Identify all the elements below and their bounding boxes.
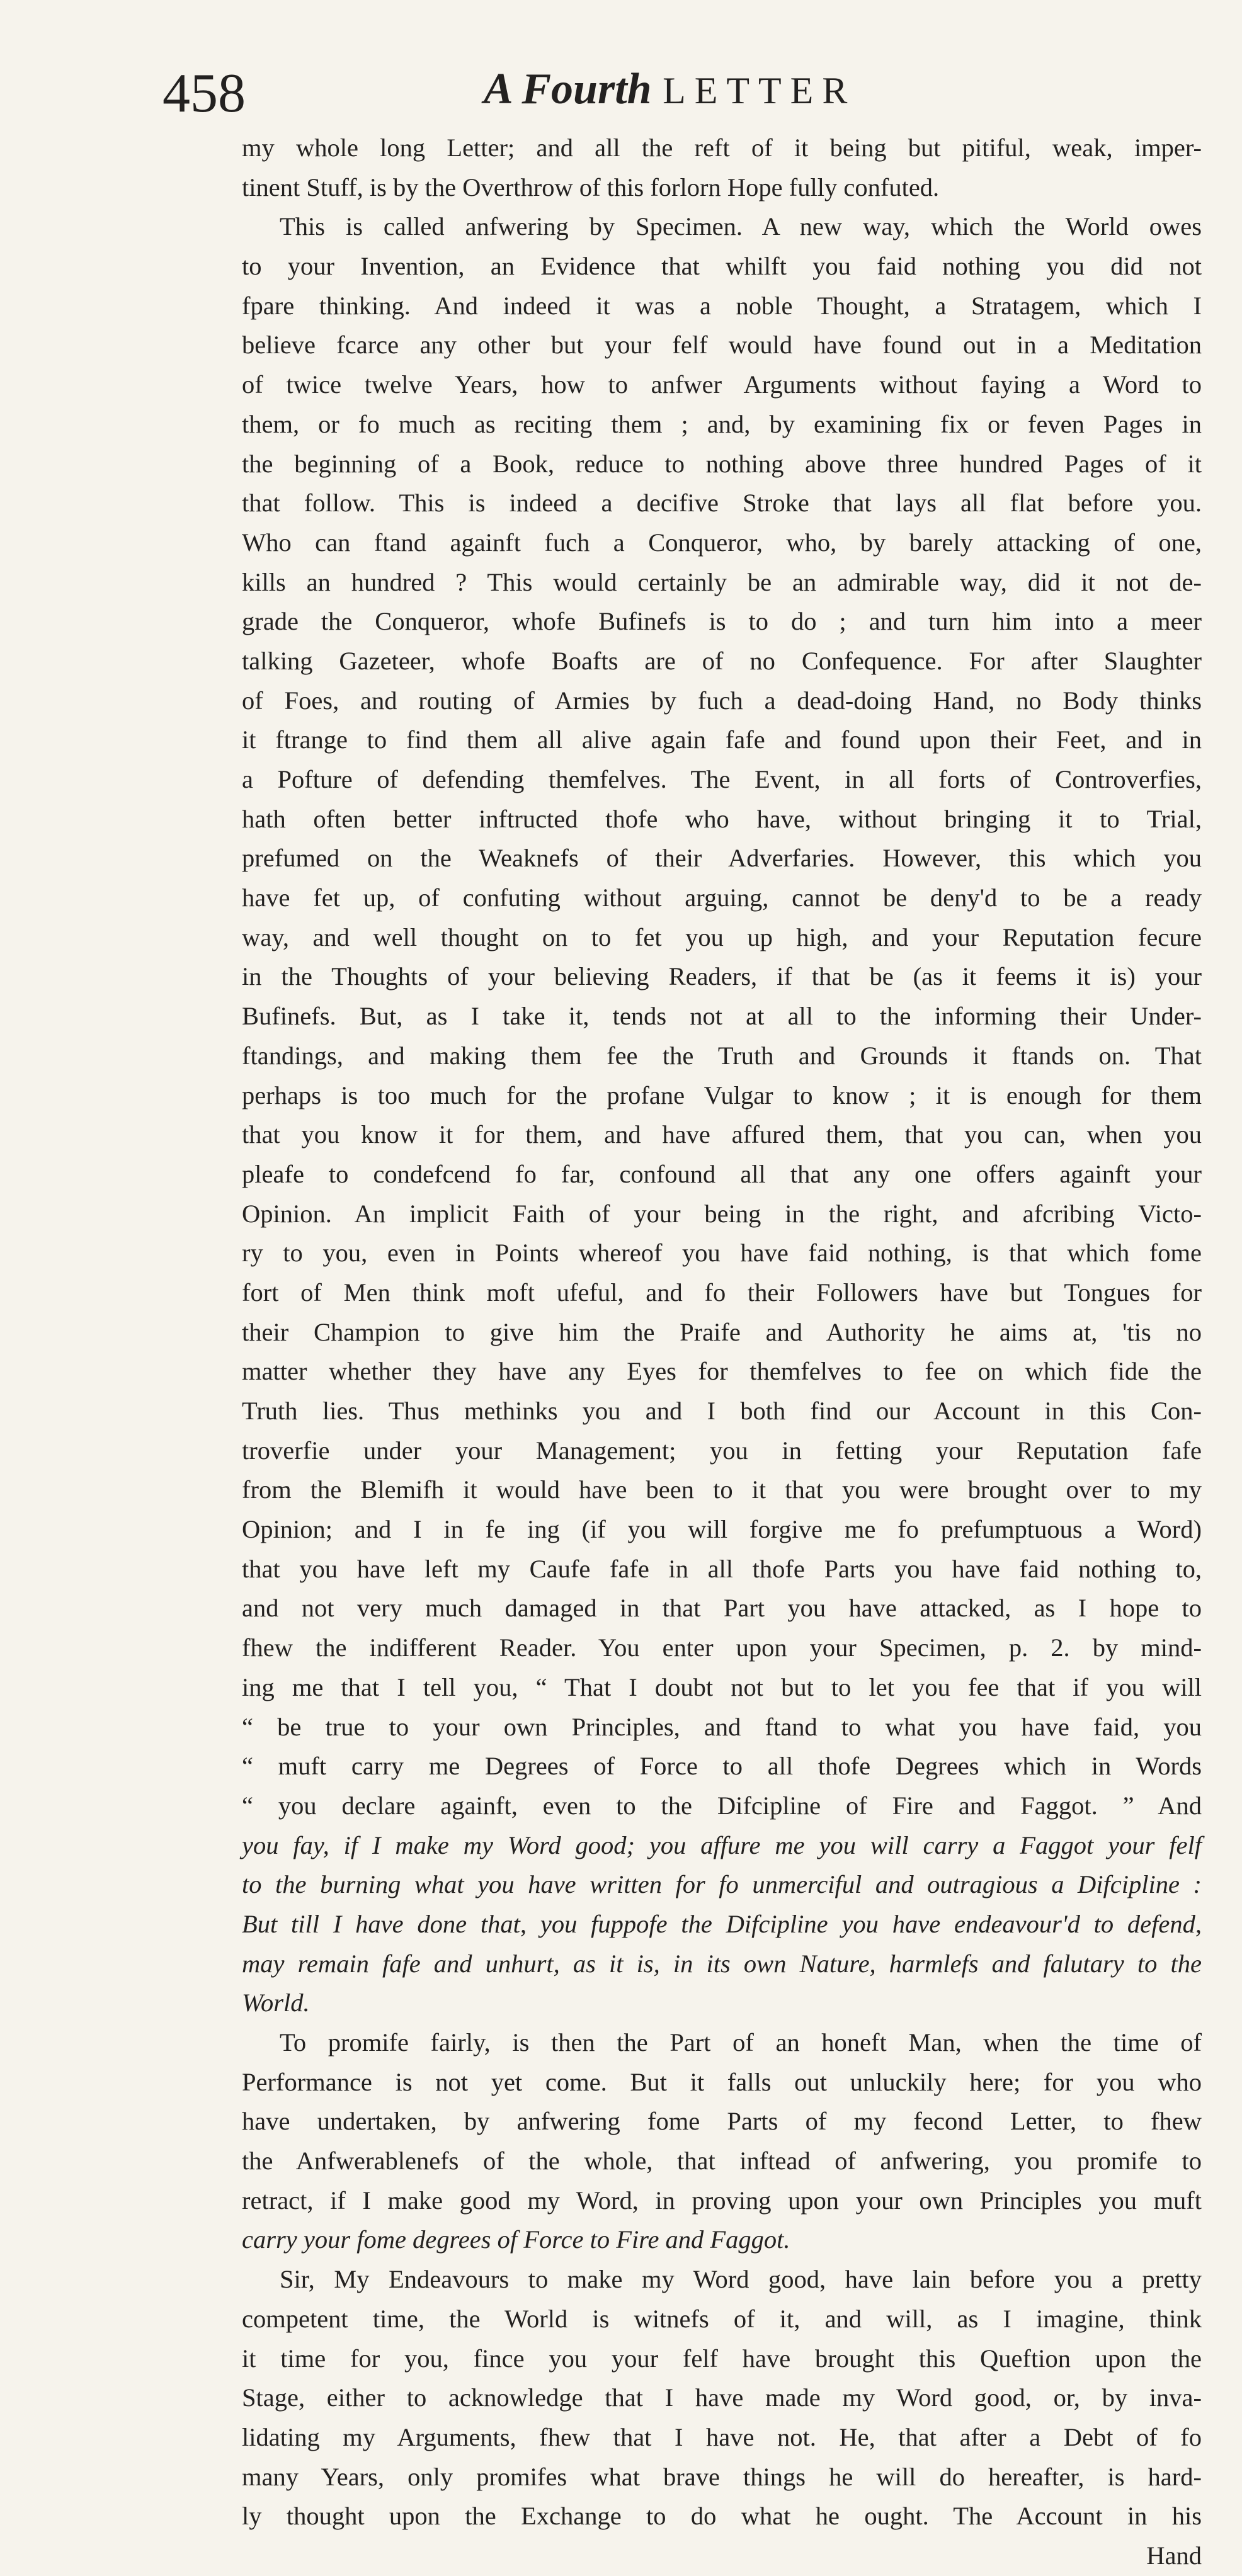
text-line: World. <box>242 1989 310 2017</box>
text-line: This is called anfwering by Specimen. A new way, which the World owes <box>280 212 1202 241</box>
text-line: ftandings, and making them fee the Truth and Grounds it ftands on. That <box>242 1041 1202 1070</box>
text-line: fhew the indifferent Reader. You enter upon your Specimen, p. 2. by mind- <box>242 1633 1202 1662</box>
text-line: their Champion to give him the Praife and Authority he aims at, 'tis no <box>242 1317 1202 1346</box>
text-line: that you know it for them, and have affured them, that you can, when you <box>242 1120 1202 1149</box>
text-line: Truth lies. Thus methinks you and I both find our Account in this Con- <box>242 1397 1202 1425</box>
text-line: it ftrange to find them all alive again fafe and found upon their Feet, and in <box>242 725 1202 754</box>
text-line: fort of Men think moft ufeful, and fo their Followers have but Tongues for <box>242 1278 1202 1307</box>
text-line: them, or fo much as reciting them ; and, by examining fix or feven Pages in <box>242 409 1202 438</box>
text-line: Performance is not yet come. But it falls out unluckily here; for you who <box>242 2067 1202 2096</box>
text-line: of twice twelve Years, how to anfwer Arguments without faying a Word to <box>242 370 1202 399</box>
text-line: ry to you, even in Points whereof you have faid nothing, is that which fome <box>242 1239 1202 1268</box>
text-line: troverfie under your Management; you in fetting your Reputation fafe <box>242 1436 1202 1465</box>
text-line: have undertaken, by anfwering fome Parts of my fecond Letter, to fhew <box>242 2107 1202 2136</box>
text-line: hath often better inftructed thofe who have, without bringing it to Trial, <box>242 804 1202 833</box>
text-line: Stage, either to acknowledge that I have made my Word good, or, by inva- <box>242 2383 1202 2412</box>
text-line: you fay, if I make my Word good; you affure me you will carry a Faggot your felf <box>242 1830 1202 1859</box>
text-line: many Years, only promifes what brave things he will do hereafter, is hard- <box>242 2462 1202 2491</box>
text-line: fpare thinking. And indeed it was a noble Thought, a Stratagem, which I <box>242 291 1202 320</box>
text-line: talking Gazeteer, whofe Boafts are of no Confequence. For after Slaughter <box>242 646 1202 675</box>
text-line: Sir, My Endeavours to make my Word good, have lain before you a pretty <box>280 2265 1202 2294</box>
text-line: believe fcarce any other but your felf would have found out in a Meditation <box>242 331 1202 360</box>
text-line: may remain fafe and unhurt, as it is, in its own Nature, harmlefs and falutary to the <box>242 1949 1202 1978</box>
text-line: ly thought upon the Exchange to do what he ought. The Account in his <box>242 2502 1202 2531</box>
text-line: To promife fairly, is then the Part of an honeft Man, when the time of <box>280 2028 1202 2057</box>
text-line: from the Blemifh it would have been to it that you were brought over to my <box>242 1475 1202 1504</box>
text-line: Who can ftand againft fuch a Conqueror, who, by barely attacking of one, <box>242 528 1202 557</box>
text-line: Opinion. An implicit Faith of your being in the right, and afcribing Victo- <box>242 1199 1202 1228</box>
text-line: to your Invention, an Evidence that whilft you faid nothing you did not <box>242 252 1202 281</box>
text-line: carry your fome degrees of Force to Fire and Faggot. <box>242 2225 790 2254</box>
text-line: way, and well thought on to fet you up high, and your Reputation fecure <box>242 922 1202 951</box>
text-line: that you have left my Caufe fafe in all thofe Parts you have faid nothing to, <box>242 1554 1202 1583</box>
page-number: 458 <box>162 63 246 124</box>
text-line: retract, if I make good my Word, in proving upon your own Principles you muft <box>242 2186 1202 2215</box>
text-line: But till I have done that, you fuppofe the Difcipline you have endeavour'd to defend, <box>242 1909 1202 1938</box>
text-line: Bufinefs. But, as I take it, tends not at all to the informing their Under- <box>242 1002 1202 1031</box>
text-line: a Pofture of defending themfelves. The Event, in all forts of Controverfies, <box>242 765 1202 793</box>
text-line: “ you declare againft, even to the Difcipline of Fire and Faggot. ” And <box>242 1791 1202 1820</box>
running-title-caps: LETTER <box>663 70 857 111</box>
text-line: competent time, the World is witnefs of it, and will, as I imagine, think <box>242 2304 1202 2333</box>
text-line: grade the Conqueror, whofe Bufinefs is to do ; and turn him into a meer <box>242 607 1202 636</box>
text-line: of Foes, and routing of Armies by fuch a dead-doing Hand, no Body thinks <box>242 686 1202 715</box>
running-head <box>162 60 1208 129</box>
body-text <box>242 128 1202 2576</box>
text-line: it time for you, fince you your felf have brought this Queftion upon the <box>242 2344 1202 2373</box>
text-line: have fet up, of confuting without arguing, cannot be deny'd to be a ready <box>242 883 1202 912</box>
text-line: the beginning of a Book, reduce to nothing above three hundred Pages of it <box>242 449 1202 478</box>
text-line: “ be true to your own Principles, and ftand to what you have faid, you <box>242 1712 1202 1741</box>
text-line: to the burning what you have written for fo unmerciful and outragious a Difcipline : <box>242 1870 1202 1899</box>
text-line: perhaps is too much for the profane Vulgar to know ; it is enough for them <box>242 1081 1202 1109</box>
text-line: lidating my Arguments, fhew that I have not. He, that after a Debt of fo <box>242 2422 1202 2451</box>
text-line: pleafe to condefcend fo far, confound all that any one offers againft your <box>242 1159 1202 1188</box>
text-line: in the Thoughts of your believing Readers, if that be (as it feems it is) your <box>242 962 1202 991</box>
text-line: the Anfwerablenefs of the whole, that inftead of anfwering, you promife to <box>242 2147 1202 2176</box>
text-line: Opinion; and I in fe ing (if you will forgive me fo prefumptuous a Word) <box>242 1515 1202 1544</box>
text-line: matter whether they have any Eyes for themfelves to fee on which fide the <box>242 1357 1202 1386</box>
text-line: “ muft carry me Degrees of Force to all thofe Degrees which in Words <box>242 1752 1202 1781</box>
running-title <box>484 67 856 111</box>
text-line: my whole long Letter; and all the reft of it being but pitiful, weak, imper- <box>242 133 1202 162</box>
catchword: Hand <box>1146 2541 1202 2570</box>
text-line: ing me that I tell you, “ That I doubt not but to let you fee that if you will <box>242 1672 1202 1701</box>
text-line: tinent Stuff, is by the Overthrow of this forlorn Hope fully confuted. <box>242 173 940 201</box>
running-title-script: A Fourth <box>484 65 652 113</box>
text-line: that follow. This is indeed a decifive Stroke that lays all flat before you. <box>242 489 1202 518</box>
text-line: prefumed on the Weaknefs of their Adverfaries. However, this which you <box>242 844 1202 873</box>
text-line: and not very much damaged in that Part you have attacked, as I hope to <box>242 1594 1202 1623</box>
text-line: kills an hundred ? This would certainly be an admirable way, did it not de- <box>242 567 1202 596</box>
